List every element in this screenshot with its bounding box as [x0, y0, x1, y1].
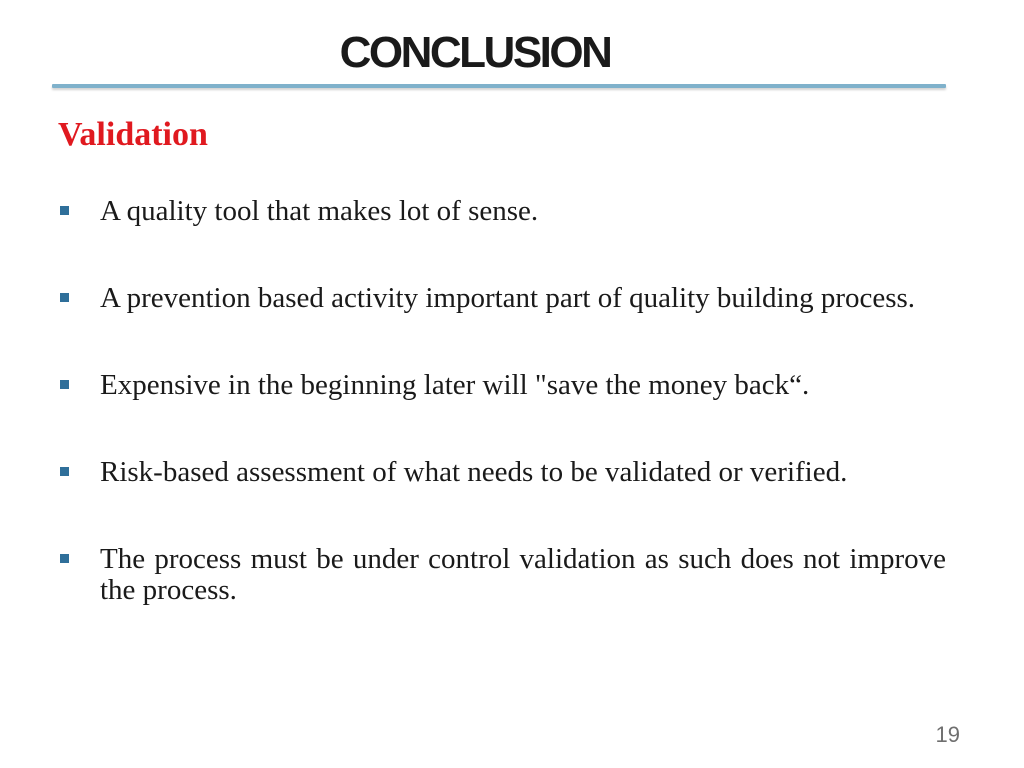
list-item [58, 283, 946, 314]
square-bullet-icon [60, 467, 69, 476]
title-underline [52, 84, 946, 88]
bullet-text: A quality tool that makes lot of sense. [100, 195, 539, 227]
bullet-text: A prevention based activity important part of quality building process. [100, 282, 916, 314]
square-bullet-icon [60, 380, 69, 389]
section-heading: Validation [58, 116, 208, 153]
list-item [58, 544, 946, 606]
list-item [58, 370, 946, 401]
list-item [58, 457, 946, 488]
square-bullet-icon [60, 206, 69, 215]
bullet-list [58, 196, 946, 606]
bullet-text: Risk-based assessment of what needs to be validated or verified. [100, 456, 848, 488]
list-item [58, 196, 946, 227]
page-number: 19 [935, 722, 960, 747]
bullet-text: Expensive in the beginning later will "save the money back“. [100, 369, 810, 401]
bullet-text: The process must be under control validation as such does not improve the process. [100, 543, 946, 606]
square-bullet-icon [60, 293, 69, 302]
square-bullet-icon [60, 554, 69, 563]
slide-title: CONCLUSION [339, 28, 611, 77]
